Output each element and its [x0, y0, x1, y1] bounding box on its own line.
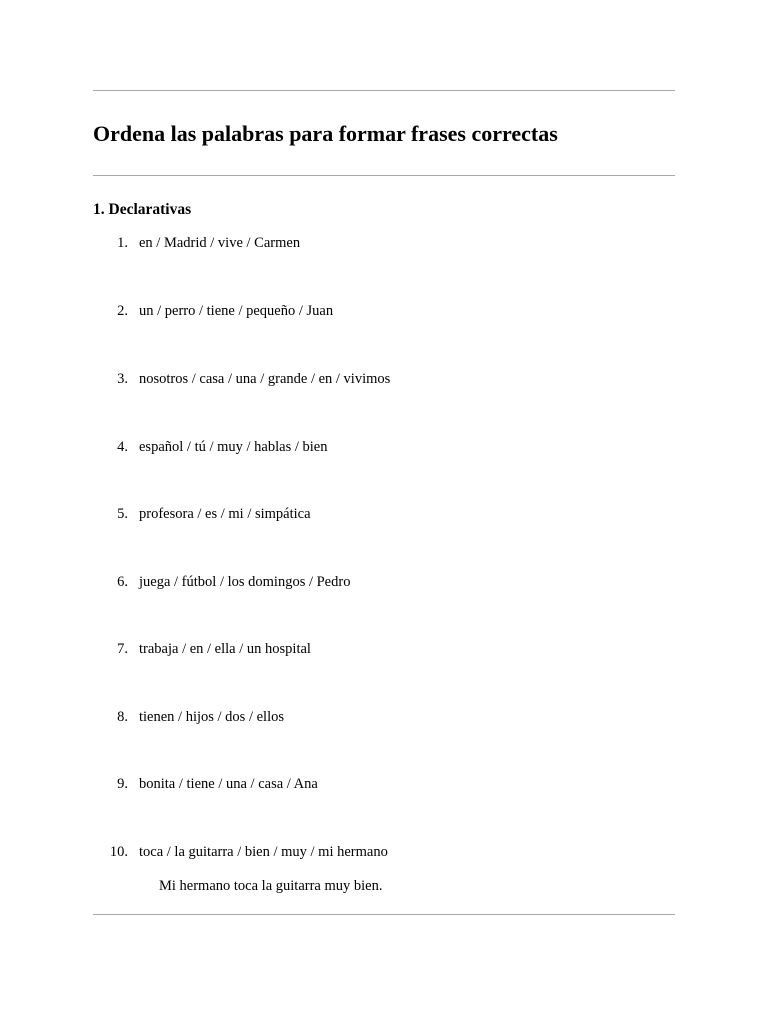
- item-text: un / perro / tiene / pequeño / Juan: [139, 303, 334, 319]
- item-text: juega / fútbol / los domingos / Pedro: [139, 574, 351, 590]
- top-divider: [93, 90, 675, 91]
- item-text: en / Madrid / vive / Carmen: [139, 235, 301, 251]
- section-heading: 1. Declarativas: [93, 201, 192, 218]
- item-text: trabaja / en / ella / un hospital: [139, 641, 311, 657]
- sample-answer: Mi hermano toca la guitarra muy bien.: [159, 878, 383, 894]
- item-number: 2.: [117, 303, 128, 319]
- title-divider: [93, 175, 675, 176]
- item-number: 1.: [117, 235, 128, 251]
- item-number: 9.: [117, 776, 128, 792]
- item-text: tienen / hijos / dos / ellos: [139, 709, 284, 725]
- item-number: 4.: [117, 439, 128, 455]
- bottom-divider: [93, 914, 675, 915]
- item-number: 5.: [117, 506, 128, 522]
- item-text: profesora / es / mi / simpática: [139, 506, 311, 522]
- item-number: 7.: [117, 641, 128, 657]
- item-number: 3.: [117, 371, 128, 387]
- item-text: español / tú / muy / hablas / bien: [139, 439, 328, 455]
- item-number: 6.: [117, 574, 128, 590]
- page-title: Ordena las palabras para formar frases correctas: [93, 121, 558, 146]
- item-number: 8.: [117, 709, 128, 725]
- item-text: bonita / tiene / una / casa / Ana: [139, 776, 318, 792]
- item-text: toca / la guitarra / bien / muy / mi hermano: [139, 844, 388, 860]
- item-number: 10.: [109, 844, 128, 860]
- item-text: nosotros / casa / una / grande / en / vivimos: [139, 371, 391, 387]
